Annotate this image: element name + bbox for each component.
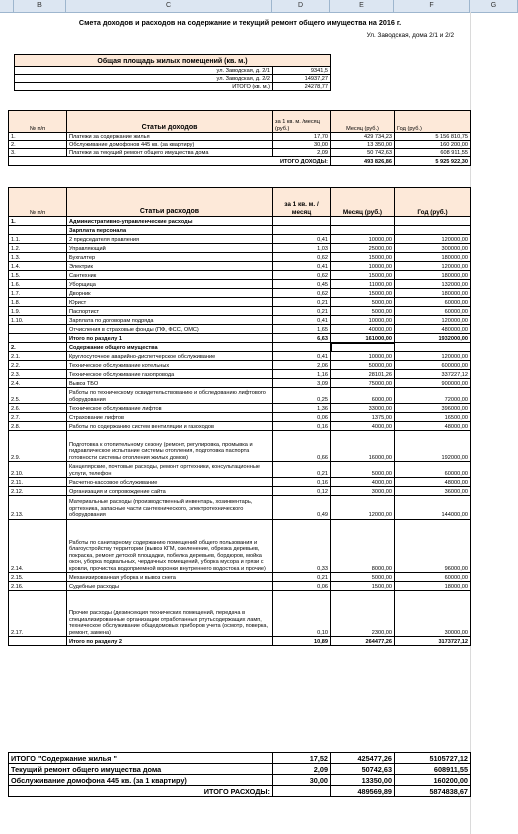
- column-header-g[interactable]: G: [470, 0, 518, 12]
- expense-year[interactable]: 60000,00: [395, 573, 471, 582]
- income-month[interactable]: 50 742,63: [331, 149, 395, 157]
- expense-row: [9, 289, 471, 298]
- expense-per-m2[interactable]: 0,06: [273, 413, 331, 422]
- expense-month[interactable]: 11000,00: [331, 280, 395, 289]
- expense-row: [9, 379, 471, 388]
- expense-row: [9, 334, 471, 343]
- expense-row: [9, 573, 471, 582]
- total-year[interactable]: 5874838,67: [395, 786, 471, 797]
- expense-month[interactable]: 10000,00: [331, 262, 395, 271]
- income-total-label[interactable]: ИТОГО ДОХОДЫ:: [9, 157, 331, 166]
- expense-per-m2[interactable]: 6,63: [273, 334, 331, 343]
- expense-title[interactable]: Административно-управленческие расходы: [67, 217, 273, 226]
- column-header-c[interactable]: C: [66, 0, 272, 12]
- expense-per-m2[interactable]: 0,25: [273, 388, 331, 404]
- area-value[interactable]: 9341,5: [273, 67, 331, 75]
- expense-month[interactable]: 28101,26: [331, 370, 395, 379]
- expense-row: [9, 478, 471, 487]
- expense-per-m2[interactable]: 0,66: [273, 431, 331, 462]
- income-num[interactable]: 1.: [9, 133, 67, 141]
- total-label[interactable]: Обслуживание домофона 445 кв. (за 1 квартиру): [9, 775, 273, 786]
- expense-title[interactable]: Организация и сопровождение сайта: [67, 487, 273, 496]
- expense-month[interactable]: 12000,00: [331, 496, 395, 520]
- expense-year[interactable]: 396000,00: [395, 404, 471, 413]
- expense-per-m2[interactable]: 0,41: [273, 352, 331, 361]
- expense-month[interactable]: 1375,00: [331, 413, 395, 422]
- expense-num[interactable]: 2.8.: [9, 422, 67, 431]
- expense-row: [9, 388, 471, 404]
- expense-title[interactable]: Дворник: [67, 289, 273, 298]
- expense-year[interactable]: [395, 343, 471, 352]
- area-value[interactable]: 14937,27: [273, 75, 331, 83]
- total-label[interactable]: Текущий ремонт общего имущества дома: [9, 764, 273, 775]
- column-header-f[interactable]: F: [394, 0, 470, 12]
- expense-title[interactable]: Зарплата по договорам подряда: [67, 316, 273, 325]
- expense-row: [9, 343, 471, 352]
- expense-title[interactable]: Работы по содержанию систем вентиляции и газоходов: [67, 422, 273, 431]
- expense-num[interactable]: 1.: [9, 217, 67, 226]
- expense-num[interactable]: 1.1.: [9, 235, 67, 244]
- expense-num[interactable]: 2.9.: [9, 431, 67, 462]
- income-per-m2[interactable]: 17,70: [273, 133, 331, 141]
- income-title[interactable]: Платежи за текущий ремонт общего имущества дома: [67, 149, 273, 157]
- expense-row: [9, 496, 471, 520]
- expense-title[interactable]: Содержание общего имущества: [67, 343, 273, 352]
- expense-month[interactable]: 15000,00: [331, 253, 395, 262]
- expense-month[interactable]: 40000,00: [331, 325, 395, 334]
- expense-row: [9, 325, 471, 334]
- expense-num[interactable]: 1.3.: [9, 253, 67, 262]
- expense-per-m2[interactable]: 0,06: [273, 582, 331, 591]
- expense-month[interactable]: [331, 226, 395, 235]
- expense-month[interactable]: 3000,00: [331, 487, 395, 496]
- expense-per-m2[interactable]: 0,21: [273, 573, 331, 582]
- expense-year[interactable]: 72000,00: [395, 388, 471, 404]
- expense-year[interactable]: 900000,00: [395, 379, 471, 388]
- column-header-b[interactable]: B: [14, 0, 66, 12]
- expense-year[interactable]: 96000,00: [395, 519, 471, 573]
- expense-title[interactable]: Техническое обслуживание газопровода: [67, 370, 273, 379]
- expense-per-m2[interactable]: 0,21: [273, 298, 331, 307]
- expense-month[interactable]: 161000,00: [331, 334, 395, 343]
- total-year[interactable]: 160200,00: [395, 775, 471, 786]
- expense-title[interactable]: Материальные расходы (производственный инвентарь, хозинвентарь, оргтехника, запасные части сантехнического, электротехнического оборудования: [67, 496, 273, 520]
- income-total-year[interactable]: 5 925 922,30: [395, 157, 471, 166]
- expense-num[interactable]: 2.11.: [9, 478, 67, 487]
- expense-year[interactable]: 337227,12: [395, 370, 471, 379]
- expense-title[interactable]: Прочие расходы (дезинсекция технических помещений, передача в специализированные организации отработанных ртутьсодержащих ламп, техническое обслуживание общедомовых приборов учета (осмотр, поверка, ремонт, замена): [67, 591, 273, 637]
- expense-year[interactable]: 480000,00: [395, 325, 471, 334]
- expense-row: [9, 280, 471, 289]
- expense-per-m2[interactable]: 0,21: [273, 307, 331, 316]
- income-year[interactable]: 5 156 810,75: [395, 133, 471, 141]
- expense-row: [9, 462, 471, 478]
- expense-year[interactable]: 180000,00: [395, 271, 471, 280]
- expense-per-m2[interactable]: 0,62: [273, 253, 331, 262]
- expense-month[interactable]: 2300,00: [331, 591, 395, 637]
- expense-per-m2[interactable]: 0,41: [273, 316, 331, 325]
- expense-year[interactable]: [395, 226, 471, 235]
- expense-year[interactable]: 120000,00: [395, 352, 471, 361]
- expense-year[interactable]: 120000,00: [395, 316, 471, 325]
- expense-per-m2[interactable]: 1,36: [273, 404, 331, 413]
- expense-per-m2[interactable]: 1,65: [273, 325, 331, 334]
- expense-year[interactable]: 30000,00: [395, 591, 471, 637]
- expense-num[interactable]: [9, 325, 67, 334]
- expense-title[interactable]: Итого по разделу 2: [67, 637, 273, 646]
- income-title[interactable]: Платежи за содержание жилья: [67, 133, 273, 141]
- expense-month[interactable]: 15000,00: [331, 289, 395, 298]
- expense-row: [9, 235, 471, 244]
- expense-year[interactable]: 18000,00: [395, 582, 471, 591]
- expense-year[interactable]: 3173727,12: [395, 637, 471, 646]
- expense-title[interactable]: Итого по разделу 1: [67, 334, 273, 343]
- total-label[interactable]: ИТОГО "Содержание жилья ": [9, 753, 273, 764]
- expense-row: [9, 637, 471, 646]
- expense-row: [9, 262, 471, 271]
- area-label[interactable]: ул. Заводская, д. 2/2: [15, 75, 273, 83]
- total-month[interactable]: 50742,63: [331, 764, 395, 775]
- expense-per-m2[interactable]: 0,41: [273, 235, 331, 244]
- expense-row: [9, 253, 471, 262]
- expense-num[interactable]: 2.14.: [9, 519, 67, 573]
- expense-month[interactable]: 5000,00: [331, 573, 395, 582]
- expense-month[interactable]: 25000,00: [331, 244, 395, 253]
- expense-month[interactable]: 8000,00: [331, 519, 395, 573]
- expense-per-m2[interactable]: 0,41: [273, 262, 331, 271]
- expense-per-m2[interactable]: 2,06: [273, 361, 331, 370]
- expense-num[interactable]: 2.2.: [9, 361, 67, 370]
- expenses-header-year[interactable]: Год (руб.): [395, 188, 471, 217]
- expense-num[interactable]: 1.8.: [9, 298, 67, 307]
- expense-row: [9, 271, 471, 280]
- expense-title[interactable]: Страхование лифтов: [67, 413, 273, 422]
- expense-title[interactable]: 2 председателя правления: [67, 235, 273, 244]
- expense-year[interactable]: 120000,00: [395, 235, 471, 244]
- expense-row: [9, 226, 471, 235]
- expense-title[interactable]: Канцелярские, почтовые расходы, ремонт оргтехники, консультационные услуги, телефон: [67, 462, 273, 478]
- income-header-num[interactable]: № п/п: [9, 111, 67, 133]
- expense-num[interactable]: 2.13.: [9, 496, 67, 520]
- expense-row: [9, 307, 471, 316]
- total-year[interactable]: 5105727,12: [395, 753, 471, 764]
- expense-row: [9, 431, 471, 462]
- expense-row: [9, 298, 471, 307]
- income-num[interactable]: 2.: [9, 141, 67, 149]
- expense-year[interactable]: 60000,00: [395, 307, 471, 316]
- income-header-per-m2[interactable]: за 1 кв. м. /месяц (руб.): [273, 111, 331, 133]
- expense-month[interactable]: 10000,00: [331, 316, 395, 325]
- area-table: [14, 54, 331, 91]
- expense-num[interactable]: 2.1.: [9, 352, 67, 361]
- expense-year[interactable]: 16500,00: [395, 413, 471, 422]
- expense-row: [9, 217, 471, 226]
- expense-year[interactable]: 144000,00: [395, 496, 471, 520]
- income-header-title[interactable]: Статьи доходов: [67, 111, 273, 133]
- expense-month[interactable]: [331, 217, 395, 226]
- expense-title[interactable]: Электрик: [67, 262, 273, 271]
- expense-row: [9, 361, 471, 370]
- expense-year[interactable]: 48000,00: [395, 422, 471, 431]
- expense-per-m2[interactable]: 0,10: [273, 591, 331, 637]
- total-per-m2[interactable]: 30,00: [273, 775, 331, 786]
- expense-num[interactable]: 2.3.: [9, 370, 67, 379]
- expense-title[interactable]: Вывоз ТБО: [67, 379, 273, 388]
- expense-per-m2[interactable]: 3,09: [273, 379, 331, 388]
- expense-month[interactable]: 50000,00: [331, 361, 395, 370]
- area-label[interactable]: ул. Заводская, д. 2/1: [15, 67, 273, 75]
- expense-num[interactable]: 2.12.: [9, 487, 67, 496]
- expense-year[interactable]: 1932000,00: [395, 334, 471, 343]
- income-month[interactable]: 13 350,00: [331, 141, 395, 149]
- expense-year[interactable]: 48000,00: [395, 478, 471, 487]
- expense-year[interactable]: 180000,00: [395, 289, 471, 298]
- expense-per-m2[interactable]: [273, 226, 331, 235]
- income-header-month[interactable]: Месяц (руб.): [331, 111, 395, 133]
- income-year[interactable]: 608 911,55: [395, 149, 471, 157]
- expense-per-m2[interactable]: 0,45: [273, 280, 331, 289]
- expense-title[interactable]: Зарплата персонала: [67, 226, 273, 235]
- income-per-m2[interactable]: 2,09: [273, 149, 331, 157]
- expense-month[interactable]: 33000,00: [331, 404, 395, 413]
- expense-num[interactable]: 1.4.: [9, 262, 67, 271]
- expense-row: [9, 352, 471, 361]
- expense-row: [9, 422, 471, 431]
- expense-title[interactable]: Отчисления в страховые фонды (ПФ, ФСС, ОМС): [67, 325, 273, 334]
- expense-per-m2[interactable]: 0,16: [273, 422, 331, 431]
- column-header-bar: [0, 0, 518, 13]
- expense-per-m2[interactable]: [273, 343, 331, 352]
- expense-year[interactable]: [395, 217, 471, 226]
- total-month[interactable]: 489569,89: [331, 786, 395, 797]
- expense-row: [9, 316, 471, 325]
- expense-per-m2[interactable]: 0,12: [273, 487, 331, 496]
- expense-title[interactable]: Подготовка к отопительному сезону (ремонт, регулировка, промывка и гидравлическое испытание системы отопления, подготовка паспорта готовности системы отопления жилых домов): [67, 431, 273, 462]
- expense-title[interactable]: Круглосуточное аварийно-диспетчерское обслуживание: [67, 352, 273, 361]
- expense-title[interactable]: Управляющий: [67, 244, 273, 253]
- expenses-table: [8, 187, 471, 646]
- expense-title[interactable]: Юрист: [67, 298, 273, 307]
- expense-num[interactable]: 2.6.: [9, 404, 67, 413]
- expense-title[interactable]: Судебные расходы: [67, 582, 273, 591]
- expense-month[interactable]: 16000,00: [331, 431, 395, 462]
- expense-month[interactable]: 15000,00: [331, 271, 395, 280]
- expense-year[interactable]: 60000,00: [395, 298, 471, 307]
- expense-month[interactable]: 264477,26: [331, 637, 395, 646]
- expense-num[interactable]: 1.6.: [9, 280, 67, 289]
- area-header[interactable]: Общая площадь жилых помещений (кв. м.): [15, 55, 331, 67]
- totals-table: [8, 752, 471, 797]
- total-year[interactable]: 608911,55: [395, 764, 471, 775]
- income-num[interactable]: 3.: [9, 149, 67, 157]
- expense-per-m2[interactable]: 0,62: [273, 289, 331, 298]
- expense-title[interactable]: Бухгалтер: [67, 253, 273, 262]
- total-month[interactable]: 13350,00: [331, 775, 395, 786]
- expense-year[interactable]: 120000,00: [395, 262, 471, 271]
- expense-num[interactable]: 2.: [9, 343, 67, 352]
- expenses-header-title[interactable]: Статьи расходов: [67, 188, 273, 217]
- expense-num[interactable]: 2.10.: [9, 462, 67, 478]
- expense-row: [9, 487, 471, 496]
- sheet-title: Смета доходов и расходов на содержание и текущий ремонт общего имущества на 2016 г.: [78, 18, 402, 27]
- expense-row: [9, 404, 471, 413]
- total-label[interactable]: ИТОГО РАСХОДЫ:: [9, 786, 273, 797]
- expense-month[interactable]: 1500,00: [331, 582, 395, 591]
- expense-month[interactable]: 5000,00: [331, 298, 395, 307]
- expense-title[interactable]: Расчетно-кассовое обслуживание: [67, 478, 273, 487]
- expense-num[interactable]: 1.9.: [9, 307, 67, 316]
- expense-title[interactable]: Техническое обслуживание котельных: [67, 361, 273, 370]
- expense-per-m2[interactable]: 1,16: [273, 370, 331, 379]
- expense-month[interactable]: 4000,00: [331, 478, 395, 487]
- expense-num[interactable]: [9, 637, 67, 646]
- column-header-corner[interactable]: [0, 0, 14, 12]
- total-per-m2[interactable]: 2,09: [273, 764, 331, 775]
- expense-row: [9, 413, 471, 422]
- expense-num[interactable]: [9, 226, 67, 235]
- total-per-m2[interactable]: 17,52: [273, 753, 331, 764]
- expense-year[interactable]: 600000,00: [395, 361, 471, 370]
- expense-title[interactable]: Уборщица: [67, 280, 273, 289]
- expense-num[interactable]: 2.16.: [9, 582, 67, 591]
- expense-year[interactable]: 300000,00: [395, 244, 471, 253]
- expense-per-m2[interactable]: 1,03: [273, 244, 331, 253]
- expense-per-m2[interactable]: 0,21: [273, 462, 331, 478]
- address-line: Ул. Заводская, дома 2/1 и 2/2: [366, 32, 454, 39]
- expense-year[interactable]: 132000,00: [395, 280, 471, 289]
- expense-num[interactable]: 1.10.: [9, 316, 67, 325]
- expense-per-m2[interactable]: [273, 217, 331, 226]
- expense-per-m2[interactable]: 0,33: [273, 519, 331, 573]
- expense-num[interactable]: 2.5.: [9, 388, 67, 404]
- expense-year[interactable]: 180000,00: [395, 253, 471, 262]
- expense-title[interactable]: Паспортист: [67, 307, 273, 316]
- income-year[interactable]: 160 200,00: [395, 141, 471, 149]
- expense-title[interactable]: Сантехник: [67, 271, 273, 280]
- expense-row: [9, 519, 471, 573]
- expense-month[interactable]: 5000,00: [331, 462, 395, 478]
- total-month[interactable]: 425477,26: [331, 753, 395, 764]
- expense-title[interactable]: Работы по техническому освидетельствованию и обследованию лифтового оборудования: [67, 388, 273, 404]
- expense-month[interactable]: 10000,00: [331, 352, 395, 361]
- expense-month[interactable]: 6000,00: [331, 388, 395, 404]
- income-per-m2[interactable]: 30,00: [273, 141, 331, 149]
- area-label[interactable]: ИТОГО (кв. м.): [15, 83, 273, 91]
- expense-year[interactable]: 36000,00: [395, 487, 471, 496]
- expense-row: [9, 591, 471, 637]
- expense-num[interactable]: 2.4.: [9, 379, 67, 388]
- expense-title[interactable]: Работы по санитарному содержанию помещений общего пользования и благоустройству территории (вывоз КГМ, озеленение, обрезка деревьев, покраска, ремонт детской площадки, побелка деревьев, бордюров, мойка окон, уборка подвальных, чердачных помещений, уборка мусора и грязи с кровли, прочистка водоприемной воронки внутреннего водостока и прочие): [67, 519, 273, 573]
- expense-per-m2[interactable]: 0,62: [273, 271, 331, 280]
- expenses-header-month[interactable]: Месяц (руб.): [331, 188, 395, 217]
- expense-num[interactable]: 2.17.: [9, 591, 67, 637]
- expense-year[interactable]: 192000,00: [395, 431, 471, 462]
- expense-month[interactable]: 4000,00: [331, 422, 395, 431]
- expense-month[interactable]: 75000,00: [331, 379, 395, 388]
- expense-row: [9, 582, 471, 591]
- expense-num[interactable]: 1.7.: [9, 289, 67, 298]
- total-per-m2[interactable]: [273, 786, 331, 797]
- expense-per-m2[interactable]: 10,89: [273, 637, 331, 646]
- expense-per-m2[interactable]: 0,16: [273, 478, 331, 487]
- expense-num[interactable]: 1.2.: [9, 244, 67, 253]
- expense-title[interactable]: Техническое обслуживание лифтов: [67, 404, 273, 413]
- column-header-e[interactable]: E: [330, 0, 394, 12]
- expense-num[interactable]: 1.5.: [9, 271, 67, 280]
- expense-row: [9, 244, 471, 253]
- income-total-month[interactable]: 493 826,86: [331, 157, 395, 166]
- expense-num[interactable]: [9, 334, 67, 343]
- area-value[interactable]: 24278,77: [273, 83, 331, 91]
- expense-title[interactable]: Механизированная уборка и вывоз снега: [67, 573, 273, 582]
- expense-month[interactable]: 5000,00: [331, 307, 395, 316]
- expense-num[interactable]: 2.7.: [9, 413, 67, 422]
- expenses-header-per-m2[interactable]: за 1 кв. м. /месяц: [273, 188, 331, 217]
- expense-month[interactable]: 10000,00: [331, 235, 395, 244]
- income-header-year[interactable]: Год (руб.): [395, 111, 471, 133]
- expense-year[interactable]: 60000,00: [395, 462, 471, 478]
- expenses-header-num[interactable]: № п/п: [9, 188, 67, 217]
- expense-month[interactable]: [331, 343, 395, 352]
- column-header-d[interactable]: D: [272, 0, 330, 12]
- expense-num[interactable]: 2.15.: [9, 573, 67, 582]
- income-table: [8, 110, 471, 166]
- expense-row: [9, 370, 471, 379]
- income-month[interactable]: 429 734,23: [331, 133, 395, 141]
- expense-per-m2[interactable]: 0,49: [273, 496, 331, 520]
- income-title[interactable]: Обслуживание домофонов 445 кв. (за квартиру): [67, 141, 273, 149]
